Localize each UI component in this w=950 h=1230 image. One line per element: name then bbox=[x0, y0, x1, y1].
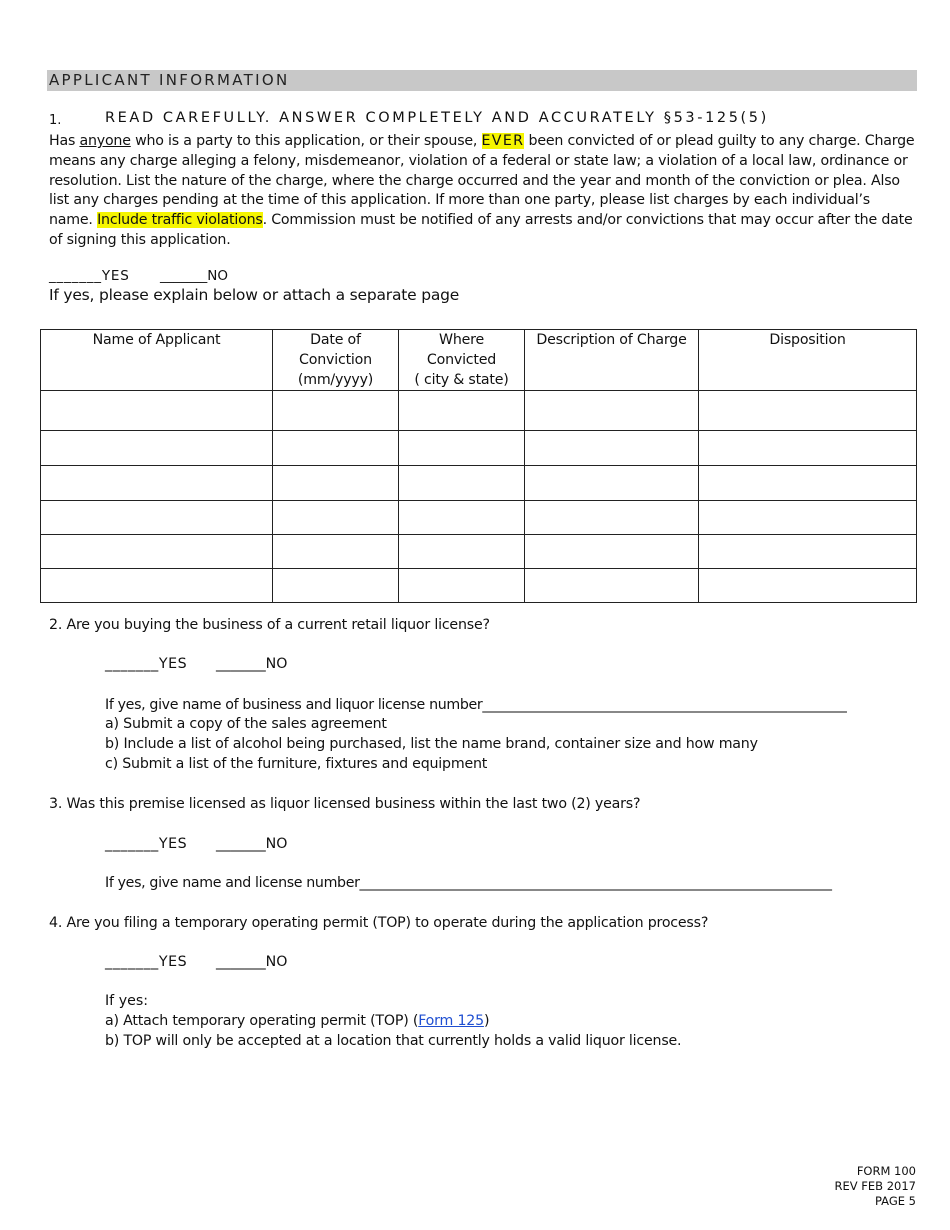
q2-item-a: a) Submit a copy of the sales agreement bbox=[105, 716, 387, 732]
col-header-name: Name of Applicant bbox=[41, 330, 273, 391]
q2-item-c: c) Submit a list of the furniture, fixtures and equipment bbox=[105, 756, 488, 772]
table-cell[interactable] bbox=[41, 535, 273, 569]
table-cell[interactable] bbox=[699, 391, 917, 431]
q4-item-b: b) TOP will only be accepted at a location that currently holds a valid liquor license. bbox=[105, 1033, 682, 1049]
q2-yes-field[interactable]: _______YES bbox=[105, 656, 188, 672]
table-cell[interactable] bbox=[41, 501, 273, 535]
table-cell[interactable] bbox=[399, 431, 525, 466]
table-cell[interactable] bbox=[41, 466, 273, 501]
table-cell[interactable] bbox=[399, 501, 525, 535]
q1-text-has: Has bbox=[49, 133, 80, 149]
q4-question: 4. Are you filing a temporary operating permit (TOP) to operate during the application process? bbox=[49, 915, 709, 931]
q3-ifyes-line[interactable]: If yes, give name and license number______________________________________________________________________ bbox=[105, 875, 832, 891]
q4-item-a-text: a) Attach temporary operating permit (TOP) ( bbox=[105, 1013, 419, 1029]
q1-text-traffic: Include traffic violations bbox=[97, 212, 263, 229]
col-header-where: Where Convicted ( city & state) bbox=[399, 330, 525, 391]
col-header-disposition: Disposition bbox=[699, 330, 917, 391]
table-cell[interactable] bbox=[273, 466, 399, 501]
table-cell[interactable] bbox=[525, 466, 699, 501]
page-footer bbox=[835, 1164, 916, 1209]
table-cell[interactable] bbox=[41, 569, 273, 603]
table-cell[interactable] bbox=[399, 535, 525, 569]
q3-no-field[interactable]: _______NO bbox=[216, 836, 288, 852]
table-cell[interactable] bbox=[273, 391, 399, 431]
q1-text-ever: EVER bbox=[481, 133, 525, 149]
table-cell[interactable] bbox=[273, 569, 399, 603]
q1-number: 1. bbox=[49, 113, 62, 128]
q1-text-mid: who is a party to this application, or their spouse, bbox=[130, 133, 482, 149]
q1-no-field[interactable]: _______NO bbox=[160, 268, 228, 284]
q3-yes-field[interactable]: _______YES bbox=[105, 836, 188, 852]
table-cell[interactable] bbox=[41, 391, 273, 431]
table-cell[interactable] bbox=[399, 466, 525, 501]
table-cell[interactable] bbox=[273, 535, 399, 569]
table-cell[interactable] bbox=[699, 466, 917, 501]
table-cell[interactable] bbox=[699, 569, 917, 603]
q1-heading: READ CAREFULLY. ANSWER COMPLETELY AND ACCURATELY §53-125(5) bbox=[105, 110, 769, 126]
footer-form-number: FORM 100 bbox=[856, 1164, 916, 1178]
q2-question: 2. Are you buying the business of a current retail liquor license? bbox=[49, 617, 490, 633]
table-cell[interactable] bbox=[699, 431, 917, 466]
table-cell[interactable] bbox=[699, 501, 917, 535]
section-header-bar bbox=[47, 70, 917, 91]
table-header-row bbox=[41, 330, 917, 391]
form-125-link[interactable]: Form 125 bbox=[418, 1013, 484, 1029]
table-cell[interactable] bbox=[41, 431, 273, 466]
q1-yes-field[interactable]: _______YES bbox=[49, 268, 130, 284]
q1-text-end: . Commission must be notified of any arrests and/or convictions that may occur after the date of signing this application. bbox=[49, 212, 913, 248]
table-cell[interactable] bbox=[525, 535, 699, 569]
table-row bbox=[41, 569, 917, 603]
q2-ifyes-line[interactable]: If yes, give name of business and liquor license number______________________________________________________ bbox=[105, 697, 847, 713]
q2-no-field[interactable]: _______NO bbox=[216, 656, 288, 672]
convictions-table bbox=[40, 329, 917, 603]
table-row bbox=[41, 431, 917, 466]
table-cell[interactable] bbox=[525, 391, 699, 431]
table-row bbox=[41, 466, 917, 501]
col-header-date: Date of Conviction (mm/yyyy) bbox=[273, 330, 399, 391]
q1-text-rest: been convicted of or plead guilty to any charge. Charge means any charge alleging a felony, misdemeanor, violation of a federal or state law; a violation of a local law, ordinance or resolution. List the nature of the charge, where the charge occurred and the year and month of the conviction or plea. Also list any charges pending at the time of this application. If more than one party, please list charges by each individual’s name. bbox=[49, 133, 915, 229]
q4-item-a bbox=[105, 1013, 489, 1029]
q1-paragraph bbox=[49, 132, 917, 251]
q3-question: 3. Was this premise licensed as liquor licensed business within the last two (2) years? bbox=[49, 796, 641, 812]
q1-explain-text: If yes, please explain below or attach a separate page bbox=[49, 286, 460, 304]
table-row bbox=[41, 501, 917, 535]
table-cell[interactable] bbox=[273, 501, 399, 535]
q4-item-a-close: ) bbox=[483, 1013, 490, 1029]
q2-item-b: b) Include a list of alcohol being purchased, list the name brand, container size and how many bbox=[105, 736, 758, 752]
q1-text-anyone: anyone bbox=[79, 133, 131, 149]
footer-page-number: PAGE 5 bbox=[874, 1194, 916, 1208]
table-cell[interactable] bbox=[399, 391, 525, 431]
q4-no-field[interactable]: _______NO bbox=[216, 954, 288, 970]
table-cell[interactable] bbox=[399, 569, 525, 603]
table-cell[interactable] bbox=[273, 431, 399, 466]
footer-revision: REV FEB 2017 bbox=[834, 1179, 916, 1193]
table-row bbox=[41, 391, 917, 431]
q4-ifyes-text: If yes: bbox=[105, 993, 148, 1009]
table-cell[interactable] bbox=[525, 431, 699, 466]
q4-yes-field[interactable]: _______YES bbox=[105, 954, 188, 970]
section-title: APPLICANT INFORMATION bbox=[49, 71, 290, 89]
table-cell[interactable] bbox=[699, 535, 917, 569]
table-row bbox=[41, 535, 917, 569]
table-cell[interactable] bbox=[525, 501, 699, 535]
col-header-description: Description of Charge bbox=[525, 330, 699, 391]
table-cell[interactable] bbox=[525, 569, 699, 603]
